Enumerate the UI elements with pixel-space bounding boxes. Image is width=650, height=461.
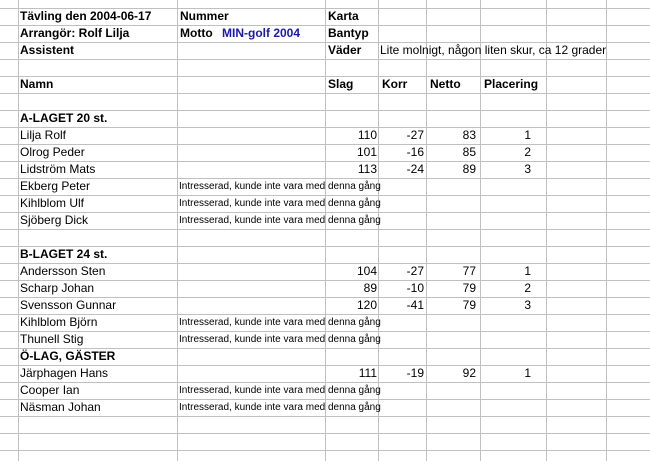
correction-cell[interactable]: -16 (406, 145, 424, 159)
group-title[interactable]: Ö-LAG, GÄSTER (20, 349, 116, 363)
player-note[interactable]: Intresserad, kunde inte vara med denna gång (179, 215, 381, 226)
player-name[interactable]: Ekberg Peter (20, 179, 91, 193)
column-header-strokes[interactable]: Slag (328, 77, 354, 91)
player-name[interactable]: Kihlblom Björn (20, 315, 98, 329)
row-gridline (0, 127, 650, 128)
player-note[interactable]: Intresserad, kunde inte vara med denna gång (179, 198, 381, 209)
column-header-net[interactable]: Netto (430, 77, 461, 91)
player-name[interactable]: Cooper Ian (20, 383, 80, 397)
row-gridline (0, 433, 650, 434)
player-note[interactable]: Intresserad, kunde inte vara med denna gång (179, 334, 381, 345)
group-title[interactable]: A-LAGET 20 st. (20, 111, 108, 125)
strokes-cell[interactable]: 89 (363, 281, 377, 295)
player-name[interactable]: Näsman Johan (20, 400, 101, 414)
player-name[interactable]: Thunell Stig (20, 332, 84, 346)
correction-cell[interactable]: -10 (406, 281, 424, 295)
net-cell[interactable]: 85 (462, 145, 476, 159)
player-name[interactable]: Sjöberg Dick (20, 213, 89, 227)
strokes-cell[interactable]: 104 (356, 264, 377, 278)
competition-title[interactable]: Tävling den 2004-06-17 (20, 9, 152, 23)
strokes-cell[interactable]: 113 (357, 162, 377, 176)
net-cell[interactable]: 83 (462, 128, 476, 142)
correction-cell[interactable]: -27 (406, 128, 424, 142)
organizer-label[interactable]: Arrangör: Rolf Lilja (20, 26, 130, 40)
column-gridline (18, 0, 19, 461)
placement-cell[interactable]: 1 (524, 264, 531, 278)
player-name[interactable]: Lidström Mats (20, 162, 96, 176)
player-note[interactable]: Intresserad, kunde inte vara med denna gång (179, 385, 381, 396)
player-name[interactable]: Andersson Sten (20, 264, 106, 278)
column-gridline (606, 0, 607, 461)
net-cell[interactable]: 79 (462, 298, 476, 312)
column-header-correction[interactable]: Korr (382, 77, 408, 91)
placement-cell[interactable]: 2 (524, 281, 531, 295)
player-name[interactable]: Olrog Peder (20, 145, 85, 159)
motto-value[interactable]: MIN-golf 2004 (222, 26, 301, 40)
player-name[interactable]: Scharp Johan (20, 281, 95, 295)
player-name[interactable]: Svensson Gunnar (20, 298, 117, 312)
player-name[interactable]: Kihlblom Ulf (20, 196, 85, 210)
net-cell[interactable]: 79 (462, 281, 476, 295)
strokes-cell[interactable]: 101 (356, 145, 377, 159)
placement-cell[interactable]: 1 (524, 366, 531, 380)
row-gridline (0, 144, 650, 145)
row-gridline (0, 229, 650, 230)
assistant-label[interactable]: Assistent (20, 43, 75, 57)
row-gridline (0, 76, 650, 77)
number-label[interactable]: Nummer (180, 9, 229, 23)
correction-cell[interactable]: -19 (406, 366, 424, 380)
course-type-label[interactable]: Bantyp (328, 26, 369, 40)
row-gridline (0, 59, 650, 60)
strokes-cell[interactable]: 110 (357, 128, 377, 142)
player-note[interactable]: Intresserad, kunde inte vara med denna gång (179, 402, 381, 413)
row-gridline (0, 93, 650, 94)
player-name[interactable]: Järphagen Hans (20, 366, 109, 380)
strokes-cell[interactable]: 111 (358, 366, 377, 380)
group-title[interactable]: B-LAGET 24 st. (20, 247, 108, 261)
row-gridline (0, 416, 650, 417)
strokes-cell[interactable]: 120 (356, 298, 377, 312)
player-note[interactable]: Intresserad, kunde inte vara med denna gång (179, 181, 381, 192)
map-label[interactable]: Karta (328, 9, 359, 23)
correction-cell[interactable]: -41 (406, 298, 424, 312)
placement-cell[interactable]: 2 (524, 145, 531, 159)
net-cell[interactable]: 89 (462, 162, 476, 176)
weather-value[interactable]: Lite molnigt, någon liten skur, ca 12 grader (380, 43, 607, 57)
column-gridline (546, 0, 547, 461)
column-header-placement[interactable]: Placering (484, 77, 539, 91)
row-gridline (0, 280, 650, 281)
net-cell[interactable]: 92 (462, 366, 476, 380)
player-note[interactable]: Intresserad, kunde inte vara med denna gång (179, 317, 381, 328)
net-cell[interactable]: 77 (462, 264, 476, 278)
weather-label[interactable]: Väder (328, 43, 362, 57)
motto-label[interactable]: Motto (180, 26, 213, 40)
column-gridline (426, 0, 427, 461)
placement-cell[interactable]: 1 (524, 128, 531, 142)
column-gridline (480, 0, 481, 461)
column-gridline (177, 0, 178, 461)
player-name[interactable]: Lilja Rolf (20, 128, 67, 142)
column-header-name[interactable]: Namn (20, 77, 54, 91)
placement-cell[interactable]: 3 (524, 298, 531, 312)
row-gridline (0, 450, 650, 451)
placement-cell[interactable]: 3 (524, 162, 531, 176)
correction-cell[interactable]: -24 (406, 162, 424, 176)
correction-cell[interactable]: -27 (406, 264, 424, 278)
row-gridline (0, 161, 650, 162)
